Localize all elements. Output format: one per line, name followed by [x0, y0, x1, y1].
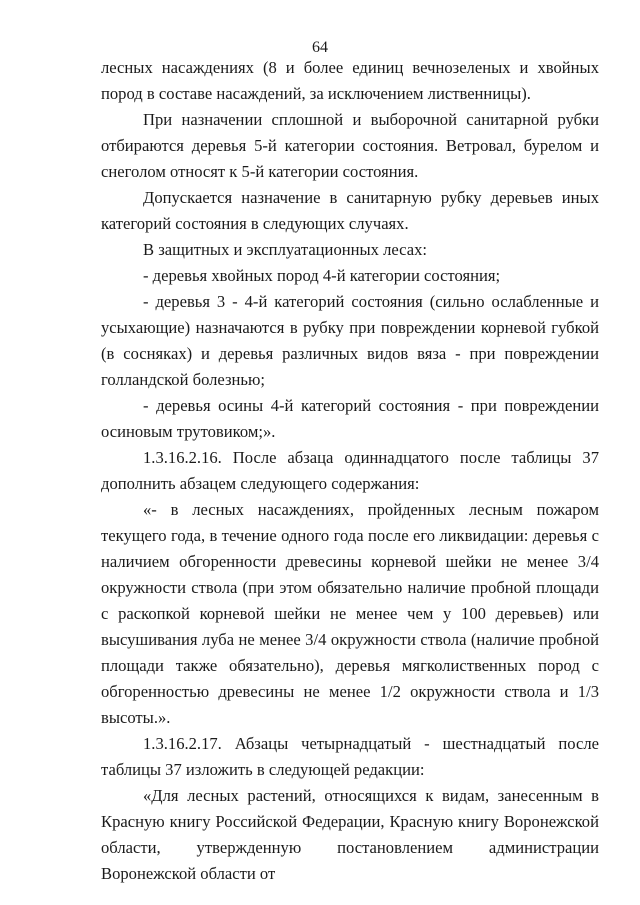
paragraph-10: 1.3.16.2.17. Абзацы четырнадцатый - шестнадцатый после таблицы 37 изложить в следующей редакции: [101, 734, 599, 779]
paragraph-8: 1.3.16.2.16. После абзаца одиннадцатого после таблицы 37 дополнить абзацем следующего содержания: [101, 448, 599, 493]
paragraph-11: «Для лесных растений, относящихся к видам, занесенным в Красную книгу Российской Федерации, Красную книгу Воронежской области, утвержденную постановлением администрации Воронежской области от [101, 786, 599, 883]
page-number: 64 [312, 39, 328, 56]
paragraph-3: Допускается назначение в санитарную рубку деревьев иных категорий состояния в следующих случаях. [101, 188, 599, 233]
paragraph-2: При назначении сплошной и выборочной санитарной рубки отбираются деревья 5-й категории состояния. Ветровал, бурелом и снеголом относят к 5-й категории состояния. [101, 110, 599, 181]
paragraph-9: «- в лесных насаждениях, пройденных лесным пожаром текущего года, в течение одного года после его ликвидации: деревья с наличием обгоренности древесины корневой шейки не менее 3/4 окружности ствола (при этом обязательно наличие пробной площади с раскопкой корневой шейки не менее чем у 100 деревьев) или высушивания луба не менее 3/4 окружности ствола (наличие пробной площади также обязательно), деревья мягколиственных пород с обгоренностью древесины не менее 1/2 окружности ствола и 1/3 высоты.». [101, 500, 599, 727]
paragraph-1: лесных насаждениях (8 и более единиц вечнозеленых и хвойных пород в составе насаждений, за исключением лиственницы). [101, 58, 599, 103]
document-body [101, 55, 599, 887]
paragraph-6: - деревья 3 - 4-й категорий состояния (сильно ослабленные и усыхающие) назначаются в рубку при повреждении корневой губкой (в сосняках) и деревья различных видов вяза - при повреждении голландской болезнью; [101, 292, 599, 389]
paragraph-7: - деревья осины 4-й категорий состояния - при повреждении осиновым трутовиком;». [101, 396, 599, 441]
paragraph-4: В защитных и эксплуатационных лесах: [143, 240, 427, 259]
paragraph-5: - деревья хвойных пород 4-й категории состояния; [143, 266, 501, 285]
